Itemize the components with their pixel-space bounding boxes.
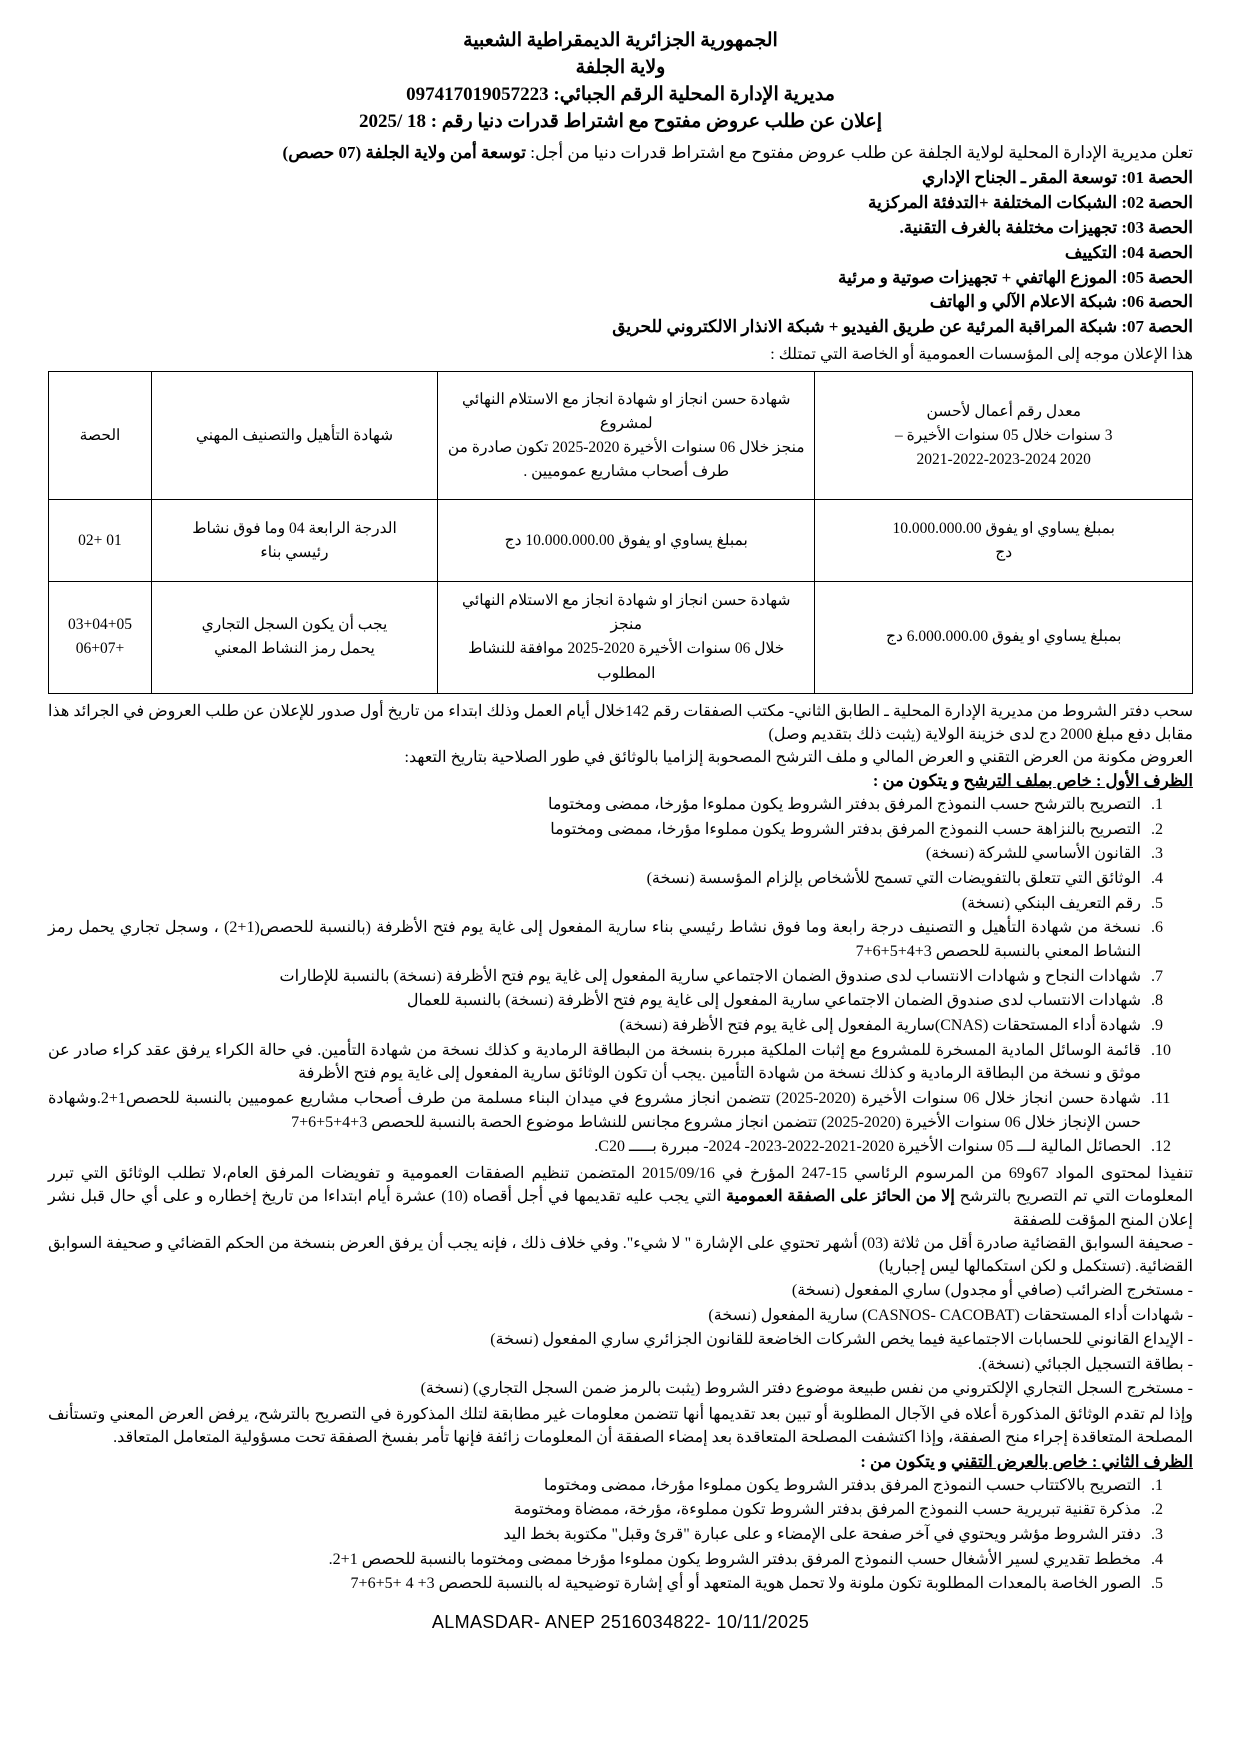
- list-item: 1. التصريح بالاكتتاب حسب النموذج المرفق بدفتر الشروط يكون مملوءا مؤرخا، ممضى ومختوما: [48, 1474, 1147, 1498]
- decree-note-part-b: تطلب الوثائق التي تبرر المعلومات التي تم التصريح بالترشح: [48, 1165, 1194, 1206]
- envelope-two-heading: [48, 1452, 1193, 1472]
- list-item: - مستخرج السجل التجاري الإلكتروني من نفس طبيعة موضوع دفتر الشروط (يثبت بالرمز ضمن السجل التجاري) (نسخة): [420, 1379, 1193, 1397]
- certificate-header-line-3: طرف أصحاب مشاريع عموميين .: [523, 462, 730, 480]
- row1-qualification-line-2: رئيسي بناء: [260, 543, 329, 561]
- list-item: - بطاقة التسجيل الجبائي (نسخة).: [977, 1355, 1193, 1373]
- additional-documents-list: [48, 1232, 1193, 1401]
- row2-lot-line-2: +06+07: [75, 640, 125, 658]
- turnover-header-line-3: 2020 2021-2022-2023-2024: [916, 450, 1091, 468]
- lot-item: [48, 266, 1193, 291]
- intro-project-title: توسعة أمن ولاية الجلفة (07 حصص): [282, 142, 527, 162]
- row1-certificate-line-1: بمبلغ يساوي او يفوق 10.000.000.00 دج: [504, 531, 748, 549]
- list-item: 3. القانون الأساسي للشركة (نسخة): [48, 842, 1147, 866]
- cell-qualification: [151, 582, 437, 693]
- row2-lot-line-1: 03+04+05: [67, 616, 132, 634]
- lot-item: [48, 166, 1193, 191]
- lot-description: الموزع الهاتفي + تجهيزات صوتية و مرئية: [837, 267, 1118, 287]
- list-item: 7. شهادات النجاح و شهادات الانتساب لدى صندوق الضمان الاجتماعي سارية المفعول إلى غاية يوم فتح الأظرفة (نسخة) بالنسبة للإطارات: [48, 965, 1147, 989]
- header-line-directorate: مديرية الإدارة المحلية الرقم الجبائي: 097417019057223: [406, 83, 835, 105]
- envelope-two-title: الظرف الثاني : خاص بالعرض التقني: [951, 1451, 1193, 1471]
- list-item: 10. قائمة الوسائل المادية المسخرة للمشروع مع إثبات الملكية مبررة بنسخة من البطاقة الرمادية و كذلك نسخة من شهادة التأمين. في حالة الكراء يرفق عقد كراء صادر عن موثق و نسخة من البطاقة الرمادية و كذلك نسخة من شهادة التأمين .يجب أن تكون الوثائق سارية المفعول إلى غاية يوم فتح الأظرفة: [48, 1039, 1147, 1086]
- row2-qualification-line-1: يجب أن يكون السجل التجاري: [201, 616, 388, 634]
- lot-label: الحصة 04:: [1121, 242, 1193, 262]
- list-item: 4. مخطط تقديري لسير الأشغال حسب النموذج المرفق بدفتر الشروط يكون مملوءا مؤرخا ممضى ومختوما بالنسبة للحصص 1+2.: [48, 1548, 1147, 1572]
- addressed-to-text: هذا الإعلان موجه إلى المؤسسات العمومية أو الخاصة التي تمتلك :: [770, 346, 1193, 364]
- row2-qualification-line-2: يحمل رمز النشاط المعني: [214, 640, 375, 658]
- list-item: 6. نسخة من شهادة التأهيل و التصنيف درجة رابعة وما فوق نشاط رئيسي بناء سارية المفعول إلى غاية يوم فتح الأظرفة (بالنسبة للحصص(1+2) ، وسجل تجاري يحمل رمز النشاط المعني بالنسبة للحصص 3+4+5+6+7: [48, 916, 1147, 963]
- list-item: 2. مذكرة تقنية تبريرية حسب النموذج المرفق بدفتر الشروط تكون مملوءة، مؤرخة، ممضاة ومختومة: [48, 1498, 1147, 1522]
- cell-turnover: [815, 582, 1193, 693]
- cell-certificate: [437, 582, 815, 693]
- decree-note-part-c: التي يجب عليه تقديمها في أجل أقصاه (10) عشرة أيام: [366, 1188, 727, 1206]
- lot-item: [48, 216, 1193, 241]
- lot-description: توسعة المقر ـ الجناح الإداري: [921, 168, 1118, 188]
- header-cell-qualification: شهادة التأهيل والتصنيف المهني: [151, 372, 437, 500]
- footer-reference: ALMASDAR- ANEP 2516034822- 10/11/2025: [431, 1611, 810, 1632]
- list-item: 4. الوثائق التي تتعلق بالتفويضات التي تسمح للأشخاص بإلزام المؤسسة (نسخة): [48, 867, 1147, 891]
- lot-description: تجهيزات مختلفة بالغرف التقنية.: [899, 218, 1118, 237]
- row2-certificate-line-1: شهادة حسن انجاز او شهادة انجاز مع الاستلام النهائي منجز: [462, 592, 791, 634]
- cell-qualification: [151, 500, 437, 582]
- envelope-two-subtitle: و يتكون من :: [860, 1451, 952, 1471]
- envelope-two-documents-list: [48, 1474, 1193, 1596]
- lot-description: شبكة الاعلام الآلي و الهاتف: [929, 292, 1118, 312]
- decree-note-emphasis: إلا من الحائز على الصفقة العمومية: [726, 1188, 955, 1206]
- list-item: - مستخرج الضرائب (صافي أو مجدول) ساري المفعول (نسخة): [791, 1282, 1193, 1300]
- lot-label: الحصة 01:: [1121, 168, 1193, 188]
- cell-turnover: [815, 500, 1193, 582]
- document-header: [48, 28, 1193, 136]
- intro-text: تعلن مديرية الإدارة المحلية لولاية الجلفة عن طلب عروض مفتوح مع اشتراط قدرات دنيا من أجل:: [526, 142, 1193, 162]
- decree-note-part-d: ابتداءا من تاريخ إخطاره و على أي حال قبل نشر إعلان المنح المؤقت للصفقة: [48, 1188, 1193, 1229]
- header-cell-lot: الحصة: [49, 372, 152, 500]
- lot-item: [48, 241, 1193, 266]
- list-item: - الإيداع القانوني للحسابات الاجتماعية فيما يخص الشركات الخاضعة للقانون الجزائري ساري المفعول (نسخة): [490, 1331, 1193, 1349]
- cell-lot: [49, 582, 152, 693]
- header-cell-turnover: [815, 372, 1193, 500]
- list-item: 5. الصور الخاصة بالمعدات المطلوبة تكون ملونة ولا تحمل هوية المتعهد أو أي إشارة توضيحية له بالنسبة للحصص 3+ 4 +5+6+7: [48, 1572, 1147, 1596]
- list-item: 2. التصريح بالنزاهة حسب النموذج المرفق بدفتر الشروط يكون مملوءا مؤرخا، ممضى ومختوما: [48, 818, 1147, 842]
- table-header-row: [49, 372, 1193, 500]
- intro-paragraph: [48, 140, 1193, 166]
- envelope-one-title: الظرف الأول : خاص بملف الترشح: [963, 771, 1193, 791]
- table-row: [49, 582, 1193, 693]
- certificate-header-line-1: شهادة حسن انجاز او شهادة انجاز مع الاستلام النهائي لمشروع: [462, 390, 791, 432]
- penalty-clause-paragraph: وإذا لم تقدم الوثائق المذكورة أعلاه في الآجال المطلوبة أو تبين بعد تقديمها أنها تتضمن معلومات غير مطابقة لتلك المذكورة في التصريح بالترشح، يرفض العرض المعني وتستأنف المصلحة المتعاقدة إجراء منح الصفقة، وإذا اكتشفت المصلحة المتعاقدة بعد إمضاء الصفقة أن المعلومات زائفة فإنها تأمر بفسخ الصفقة تحت مسؤولية المتعامل المتعاقد.: [48, 1406, 1193, 1447]
- list-item: - صحيفة السوابق القضائية صادرة أقل من ثلاثة (03) أشهر تحتوي على الإشارة " لا شيء". وفي خلاف ذلك ، فإنه يجب أن يرفق العرض بنسخة من الحكم القضائي و صحيفة السوابق القضائية. (تستكمل و لكن استكمالها ليس إجباريا): [48, 1234, 1193, 1276]
- lot-description: شبكة المراقبة المرئية عن طريق الفيديو + شبكة الانذار الالكتروني للحريق: [612, 317, 1118, 337]
- list-item: 8. شهادات الانتساب لدى صندوق الضمان الاجتماعي سارية المفعول إلى غاية يوم فتح الأظرفة (نسخة) بالنسبة للعمال: [48, 989, 1147, 1013]
- list-item: 12. الحصائل المالية لـــ 05 سنوات الأخيرة 2020-2021-2022-2023- 2024- مبررة بـــــ C20.: [48, 1135, 1147, 1159]
- cell-certificate: [437, 500, 815, 582]
- list-item: 9. شهادة أداء المستحقات (CNAS)سارية المفعول إلى غاية يوم فتح الأظرفة (نسخة): [48, 1014, 1147, 1038]
- withdrawal-conditions-paragraph: سحب دفتر الشروط من مديرية الإدارة المحلية ـ الطابق الثاني- مكتب الصفقات رقم 142خلال أيام العمل وذلك ابتداء من تاريخ أول صدور للإعلان عن طلب العروض في الجرائد هذا مقابل دفع مبلغ 2000 دج لدى خزينة الولاية (يثبت ذلك بتقديم وصل): [48, 702, 1194, 743]
- row1-qualification-line-1: الدرجة الرابعة 04 وما فوق نشاط: [192, 519, 397, 537]
- lot-item: [48, 191, 1193, 216]
- envelope-one-documents-list: [48, 793, 1193, 1159]
- lot-label: الحصة 02:: [1121, 193, 1193, 213]
- list-item: 5. رقم التعريف البنكي (نسخة): [48, 892, 1147, 916]
- header-line-republic: الجمهورية الجزائرية الديمقراطية الشعبية: [463, 30, 778, 51]
- lot-item: [48, 290, 1193, 315]
- lot-label: الحصة 03:: [1121, 218, 1193, 237]
- lot-description: التكييف: [1064, 242, 1118, 262]
- list-item: 11. شهادة حسن انجاز خلال 06 سنوات الأخيرة (2020-2025) تتضمن انجاز مشروع في ميدان البناء مسلمة من طرف أصحاب مشاريع عموميين بالنسبة للحصص1+2.وشهادة حسن الإنجاز خلال 06 سنوات الأخيرة (2020-2025) تتضمن انجاز مشروع مجانس للنشاط موضوع الحصة بالنسبة للحصص 3+4+5+6+7: [48, 1087, 1147, 1134]
- lot-label: الحصة 05:: [1121, 267, 1193, 287]
- cell-lot: 01 +02: [49, 500, 152, 582]
- requirements-table: [48, 371, 1193, 693]
- lot-item: [48, 315, 1193, 340]
- lot-label: الحصة 06:: [1121, 292, 1193, 312]
- lot-label: الحصة 07:: [1121, 317, 1193, 337]
- row2-turnover-line-1: بمبلغ يساوي او يفوق 6.000.000.00 دج: [886, 628, 1122, 646]
- certificate-header-line-2: منجز خلال 06 سنوات الأخيرة 2020-2025 تكون صادرة من: [447, 438, 805, 456]
- header-cell-certificate: [437, 372, 815, 500]
- header-line-wilaya: ولاية الجلفة: [575, 56, 666, 78]
- header-line-announcement: إعلان عن طلب عروض مفتوح مع اشتراط قدرات دنيا رقم : 18 /2025: [358, 110, 883, 132]
- lot-description: الشبكات المختلفة +التدفئة المركزية: [867, 193, 1118, 213]
- list-item: 1. التصريح بالترشح حسب النموذج المرفق بدفتر الشروط يكون مملوءا مؤرخا، ممضى ومختوما: [48, 793, 1147, 817]
- decree-note-part-a: تنفيذا لمحتوى المواد 67و69 من المرسوم الرئاسي 15-247 المؤرخ في 2015/09/16 المتضمن تنظيم الصفقات العمومية و تفويضات المرفق العام،لا: [212, 1165, 1193, 1183]
- row1-turnover-line-2: دج: [995, 543, 1013, 561]
- list-item: 3. دفتر الشروط مؤشر ويحتوي في آخر صفحة على الإمضاء و على عبارة "قرئ وقبل" مكتوبة بخط اليد: [48, 1523, 1147, 1547]
- envelope-one-subtitle: و يتكون من :: [872, 771, 964, 791]
- offer-composition-paragraph: العروض مكونة من العرض التقني و العرض المالي و ملف الترشح المصحوبة إلزاميا بالوثائق في طور الصلاحية بتاريخ التعهد:: [404, 748, 1193, 766]
- list-item: - شهادات أداء المستحقات (CASNOS- CACOBAT) سارية المفعول (نسخة): [708, 1306, 1193, 1324]
- turnover-header-line-2: 3 سنوات خلال 05 سنوات الأخيرة –: [894, 426, 1113, 444]
- decree-note-paragraph: [48, 1162, 1193, 1232]
- row1-turnover-line-1: بمبلغ يساوي او يفوق 10.000.000.00: [892, 519, 1115, 537]
- turnover-header-line-1: معدل رقم أعمال لأحسن: [926, 402, 1082, 420]
- table-row: [49, 500, 1193, 582]
- envelope-one-heading: [48, 771, 1193, 791]
- lots-list: [48, 166, 1193, 340]
- row2-certificate-line-2: خلال 06 سنوات الأخيرة 2020-2025 موافقة للنشاط المطلوب: [468, 640, 785, 682]
